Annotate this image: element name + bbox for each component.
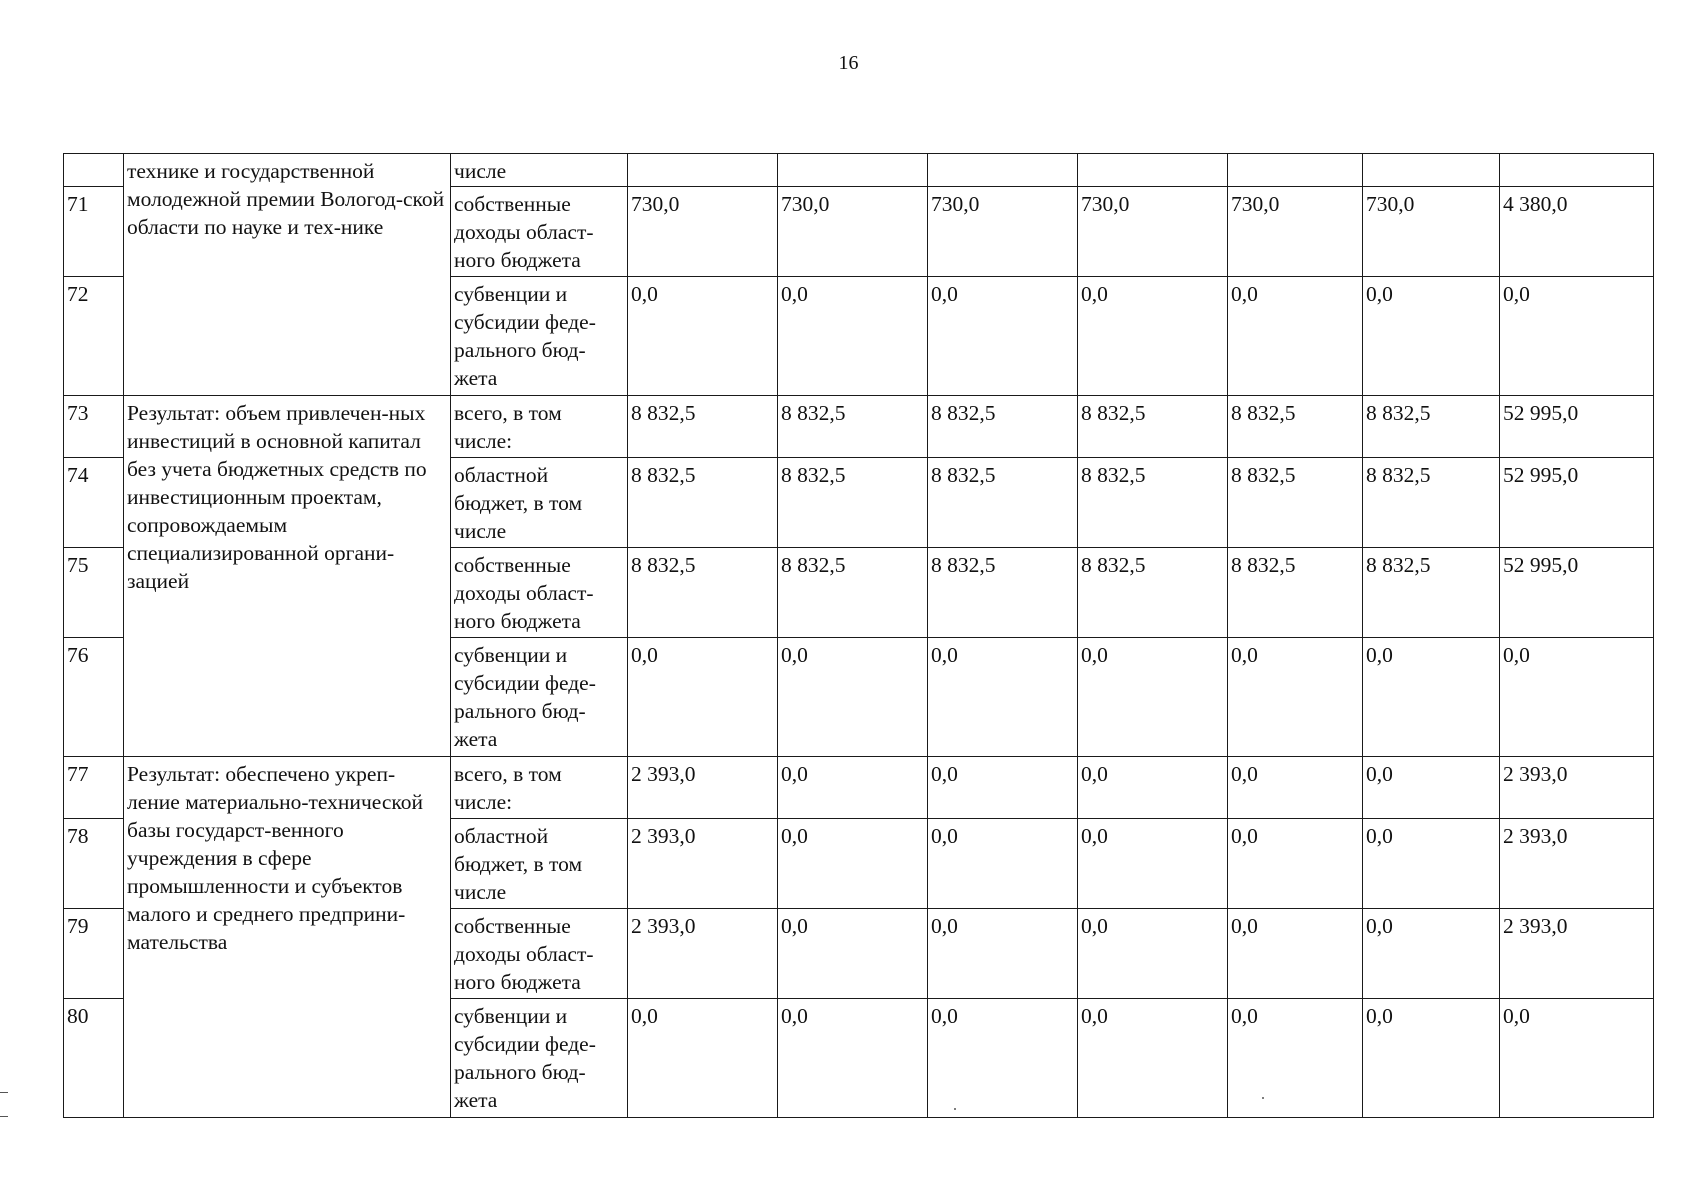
value-cell: [1228, 154, 1363, 187]
value-cell: 0,0: [1078, 819, 1228, 909]
value-cell: 0,0: [778, 999, 928, 1118]
value-cell: 0,0: [778, 757, 928, 819]
value-cell: 8 832,5: [1363, 396, 1500, 458]
value-cell: 0,0: [1078, 277, 1228, 396]
total-cell: 0,0: [1500, 638, 1654, 757]
value-cell: 0,0: [628, 638, 778, 757]
value-cell: 0,0: [1228, 819, 1363, 909]
row-number: 74: [64, 458, 124, 548]
value-cell: 730,0: [778, 187, 928, 277]
total-cell: 2 393,0: [1500, 757, 1654, 819]
result-description: Результат: объем привлечен-ных инвестиций в основной капитал без учета бюджетных средств по инвестиционным проектам, сопровождаемым специализированной органи-зацией: [124, 396, 451, 757]
value-cell: 0,0: [778, 638, 928, 757]
funding-source: числе: [451, 154, 628, 187]
funding-source: областной бюджет, в том числе: [451, 458, 628, 548]
value-cell: 0,0: [1228, 909, 1363, 999]
value-cell: 0,0: [928, 909, 1078, 999]
row-number: 76: [64, 638, 124, 757]
row-number: [64, 154, 124, 187]
budget-table: [63, 153, 1654, 1118]
row-number: 77: [64, 757, 124, 819]
funding-source: всего, в том числе:: [451, 757, 628, 819]
result-description: Результат: обеспечено укреп-ление материально-технической базы государст-венного учреждения в сфере промышленности и субъектов малого и среднего предприни-мательства: [124, 757, 451, 1118]
value-cell: 730,0: [928, 187, 1078, 277]
row-number: 78: [64, 819, 124, 909]
value-cell: 0,0: [928, 277, 1078, 396]
value-cell: 2 393,0: [628, 757, 778, 819]
value-cell: 0,0: [1078, 757, 1228, 819]
value-cell: 0,0: [1363, 638, 1500, 757]
row-number: 72: [64, 277, 124, 396]
value-cell: 0,0: [778, 819, 928, 909]
total-cell: 4 380,0: [1500, 187, 1654, 277]
value-cell: 8 832,5: [778, 396, 928, 458]
total-cell: 52 995,0: [1500, 548, 1654, 638]
value-cell: 0,0: [1228, 638, 1363, 757]
value-cell: 730,0: [628, 187, 778, 277]
value-cell: 0,0: [1363, 819, 1500, 909]
total-cell: 0,0: [1500, 277, 1654, 396]
value-cell: [1078, 154, 1228, 187]
row-number: 80: [64, 999, 124, 1118]
value-cell: 0,0: [928, 999, 1078, 1118]
value-cell: 0,0: [1228, 757, 1363, 819]
value-cell: [928, 154, 1078, 187]
funding-source: субвенции и субсидии феде-рального бюд-жета: [451, 277, 628, 396]
value-cell: 8 832,5: [928, 396, 1078, 458]
value-cell: 0,0: [628, 999, 778, 1118]
binding-mark: [0, 1092, 8, 1093]
row-number: 75: [64, 548, 124, 638]
value-cell: 8 832,5: [1078, 458, 1228, 548]
funding-source: областной бюджет, в том числе: [451, 819, 628, 909]
total-cell: 52 995,0: [1500, 396, 1654, 458]
value-cell: 730,0: [1363, 187, 1500, 277]
value-cell: 8 832,5: [628, 396, 778, 458]
row-number: 73: [64, 396, 124, 458]
value-cell: 0,0: [928, 757, 1078, 819]
value-cell: 0,0: [1078, 638, 1228, 757]
value-cell: 0,0: [1363, 909, 1500, 999]
value-cell: 0,0: [1363, 999, 1500, 1118]
value-cell: 0,0: [928, 819, 1078, 909]
funding-source: субвенции и субсидии феде-рального бюд-жета: [451, 999, 628, 1118]
value-cell: [1363, 154, 1500, 187]
total-cell: 0,0: [1500, 999, 1654, 1118]
value-cell: 0,0: [1228, 999, 1363, 1118]
value-cell: [628, 154, 778, 187]
value-cell: 2 393,0: [628, 909, 778, 999]
value-cell: 0,0: [778, 277, 928, 396]
total-cell: 2 393,0: [1500, 909, 1654, 999]
value-cell: 8 832,5: [1228, 396, 1363, 458]
row-number: 79: [64, 909, 124, 999]
value-cell: 0,0: [1078, 909, 1228, 999]
value-cell: 0,0: [628, 277, 778, 396]
scan-dot: [1262, 1097, 1264, 1099]
funding-source: собственные доходы област-ного бюджета: [451, 548, 628, 638]
total-cell: 52 995,0: [1500, 458, 1654, 548]
value-cell: 0,0: [778, 909, 928, 999]
value-cell: 8 832,5: [1078, 396, 1228, 458]
funding-source: субвенции и субсидии феде-рального бюд-жета: [451, 638, 628, 757]
page-number: 16: [838, 52, 859, 74]
value-cell: 0,0: [928, 638, 1078, 757]
value-cell: 8 832,5: [778, 548, 928, 638]
value-cell: 0,0: [1363, 757, 1500, 819]
table-row: [64, 757, 1654, 819]
value-cell: 8 832,5: [778, 458, 928, 548]
row-number: 71: [64, 187, 124, 277]
result-description: технике и государственной молодежной премии Вологод-ской области по науке и тех-нике: [124, 154, 451, 396]
value-cell: 0,0: [1078, 999, 1228, 1118]
value-cell: 8 832,5: [1228, 458, 1363, 548]
value-cell: 0,0: [1228, 277, 1363, 396]
value-cell: 8 832,5: [1363, 548, 1500, 638]
value-cell: [778, 154, 928, 187]
table-row: [64, 396, 1654, 458]
funding-source: всего, в том числе:: [451, 396, 628, 458]
value-cell: 8 832,5: [628, 548, 778, 638]
value-cell: 8 832,5: [928, 548, 1078, 638]
value-cell: 8 832,5: [628, 458, 778, 548]
value-cell: 8 832,5: [1078, 548, 1228, 638]
binding-mark: [0, 1116, 8, 1117]
total-cell: 2 393,0: [1500, 819, 1654, 909]
value-cell: 2 393,0: [628, 819, 778, 909]
funding-source: собственные доходы област-ного бюджета: [451, 187, 628, 277]
value-cell: 0,0: [1363, 277, 1500, 396]
scan-dot: [954, 1108, 956, 1110]
total-cell: [1500, 154, 1654, 187]
table-row: [64, 154, 1654, 187]
value-cell: 8 832,5: [1363, 458, 1500, 548]
value-cell: 730,0: [1228, 187, 1363, 277]
value-cell: 8 832,5: [1228, 548, 1363, 638]
value-cell: 8 832,5: [928, 458, 1078, 548]
funding-source: собственные доходы област-ного бюджета: [451, 909, 628, 999]
value-cell: 730,0: [1078, 187, 1228, 277]
